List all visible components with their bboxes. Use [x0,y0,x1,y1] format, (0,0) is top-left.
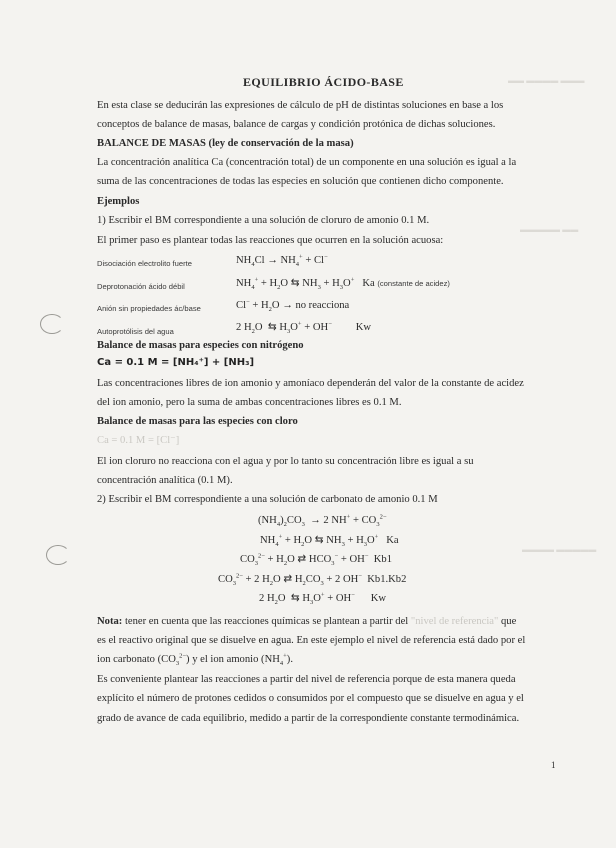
note-line: Nota: tener en cuenta que las reacciones químicas se plantean a partir del "nivel de referencia" que [97,616,517,627]
reaction-equation: $(NH_4)_2CO_3 \to 2$ $NH^+ + CO_3^{2-}$ [258,513,387,529]
reaction-equation: $Cl^- + H_2O$ → no reacciona [236,298,350,314]
intro-line: conceptos de balance de masas, balance de cargas y condición protónica de dichas soluciones. [97,119,496,130]
punch-hole [46,545,70,565]
paragraph-line: El ion cloruro no reacciona con el agua y por lo tanto su concentración libre es igual a su [97,456,474,467]
paragraph-line: Las concentraciones libres de ion amonio y amoníaco dependerán del valor de la constante de acidez [97,378,524,389]
page-number: 1 [551,760,556,770]
bm-chlorine-heading: Balance de masas para las especies con cloro [97,416,298,427]
example-1-first-step: El primer paso es plantear todas las reacciones que ocurren en la solución acuosa: [97,235,444,246]
reaction-equation: $NH_4^+ + H_2O$ ⇆ $NH_3 + H_3O^+$ Ka [260,533,399,549]
reaction-label: Anión sin propiedades ác/base [97,304,201,313]
reaction-label: Deprotonación ácido débil [97,282,185,291]
bleed-through-text: ▬▬▬▬ ▬▬▬▬▬ [522,545,597,554]
paragraph-line: concentración analítica (0.1 M). [97,475,233,486]
paragraph-line: explícito el número de protones cedidos o consumidos por el compuesto que se disuelve en agua y el [97,693,524,704]
section-heading-balance: BALANCE DE MASAS (ley de conservación de la masa) [97,138,354,149]
reaction-equation: $CO_3^{2-} + 2$ $H_2O$ ⇄ $H_2CO_3 + 2$ OH− Kb1.Kb2 [218,572,407,588]
note-line: ion carbonato $(CO_3^{2-})$ y el ion amonio $(NH_4^+)$. [97,652,293,668]
example-1-statement: 1) Escribir el BM correspondiente a una solución de cloruro de amonio 0.1 M. [97,215,430,226]
reaction-equation: $NH_4Cl \to NH_4^+ + Cl^-$ [236,253,328,269]
reaction-equation: 2 $H_2O$ ⇆ $H_3O^+ + OH^-$ Kw [236,320,372,336]
faint-mass-balance: Ca = 0.1 M = [Cl⁻] [97,435,180,446]
intro-line: En esta clase se deducirán las expresiones de cálculo de pH de distintas soluciones en base a los [97,100,504,111]
bleed-through-text: ▬▬▬▬▬ ▬▬ [520,225,579,234]
examples-heading: Ejemplos [97,196,140,207]
paragraph-line: grado de avance de cada equilibrio, medido a partir de la correspondiente constante termodinámica. [97,713,520,724]
punch-hole [40,314,64,334]
definition-line: La concentración analítica Ca (concentración total) de un componente en una solución es igual a la [97,157,517,168]
bleed-through-text: ▬▬ ▬▬▬▬ ▬▬▬ [508,76,585,85]
bm-nitrogen-heading: Balance de masas para especies con nitrógeno [97,340,304,351]
handwritten-mass-balance: Ca = 0.1 M = [NH₄⁺] + [NH₃] [97,357,255,368]
paragraph-line: del ion amonio, pero la suma de ambas concentraciones libres es 0.1 M. [97,397,402,408]
definition-line: suma de las concentraciones de todas las especies en solución que contienen dicho componente. [97,176,504,187]
reaction-label: Disociación electrolito fuerte [97,259,192,268]
reaction-equation: $CO_3^{2-} + H_2O$ ⇄ $HCO_3^- + OH^-$ Kb1 [240,552,393,568]
reaction-equation: 2 $H_2O$ ⇆ $H_3O^+ + OH^-$ Kw [259,591,387,607]
reaction-label: Autoprotólisis del agua [97,327,174,336]
example-2-statement: 2) Escribir el BM correspondiente a una solución de carbonato de amonio 0.1 M [97,494,438,505]
note-line: es el reactivo original que se disuelve en agua. En este ejemplo el nivel de referencia está dado por el [97,635,526,646]
reaction-equation: $NH_4^+ + H_2O$ ⇆ $NH_3 + H_3O^+$ Ka (constante de acidez) [236,276,450,292]
paragraph-line: Es conveniente plantear las reacciones a partir del nivel de referencia porque de esta manera queda [97,674,516,685]
page-title: EQUILIBRIO ÁCIDO-BASE [243,75,404,89]
